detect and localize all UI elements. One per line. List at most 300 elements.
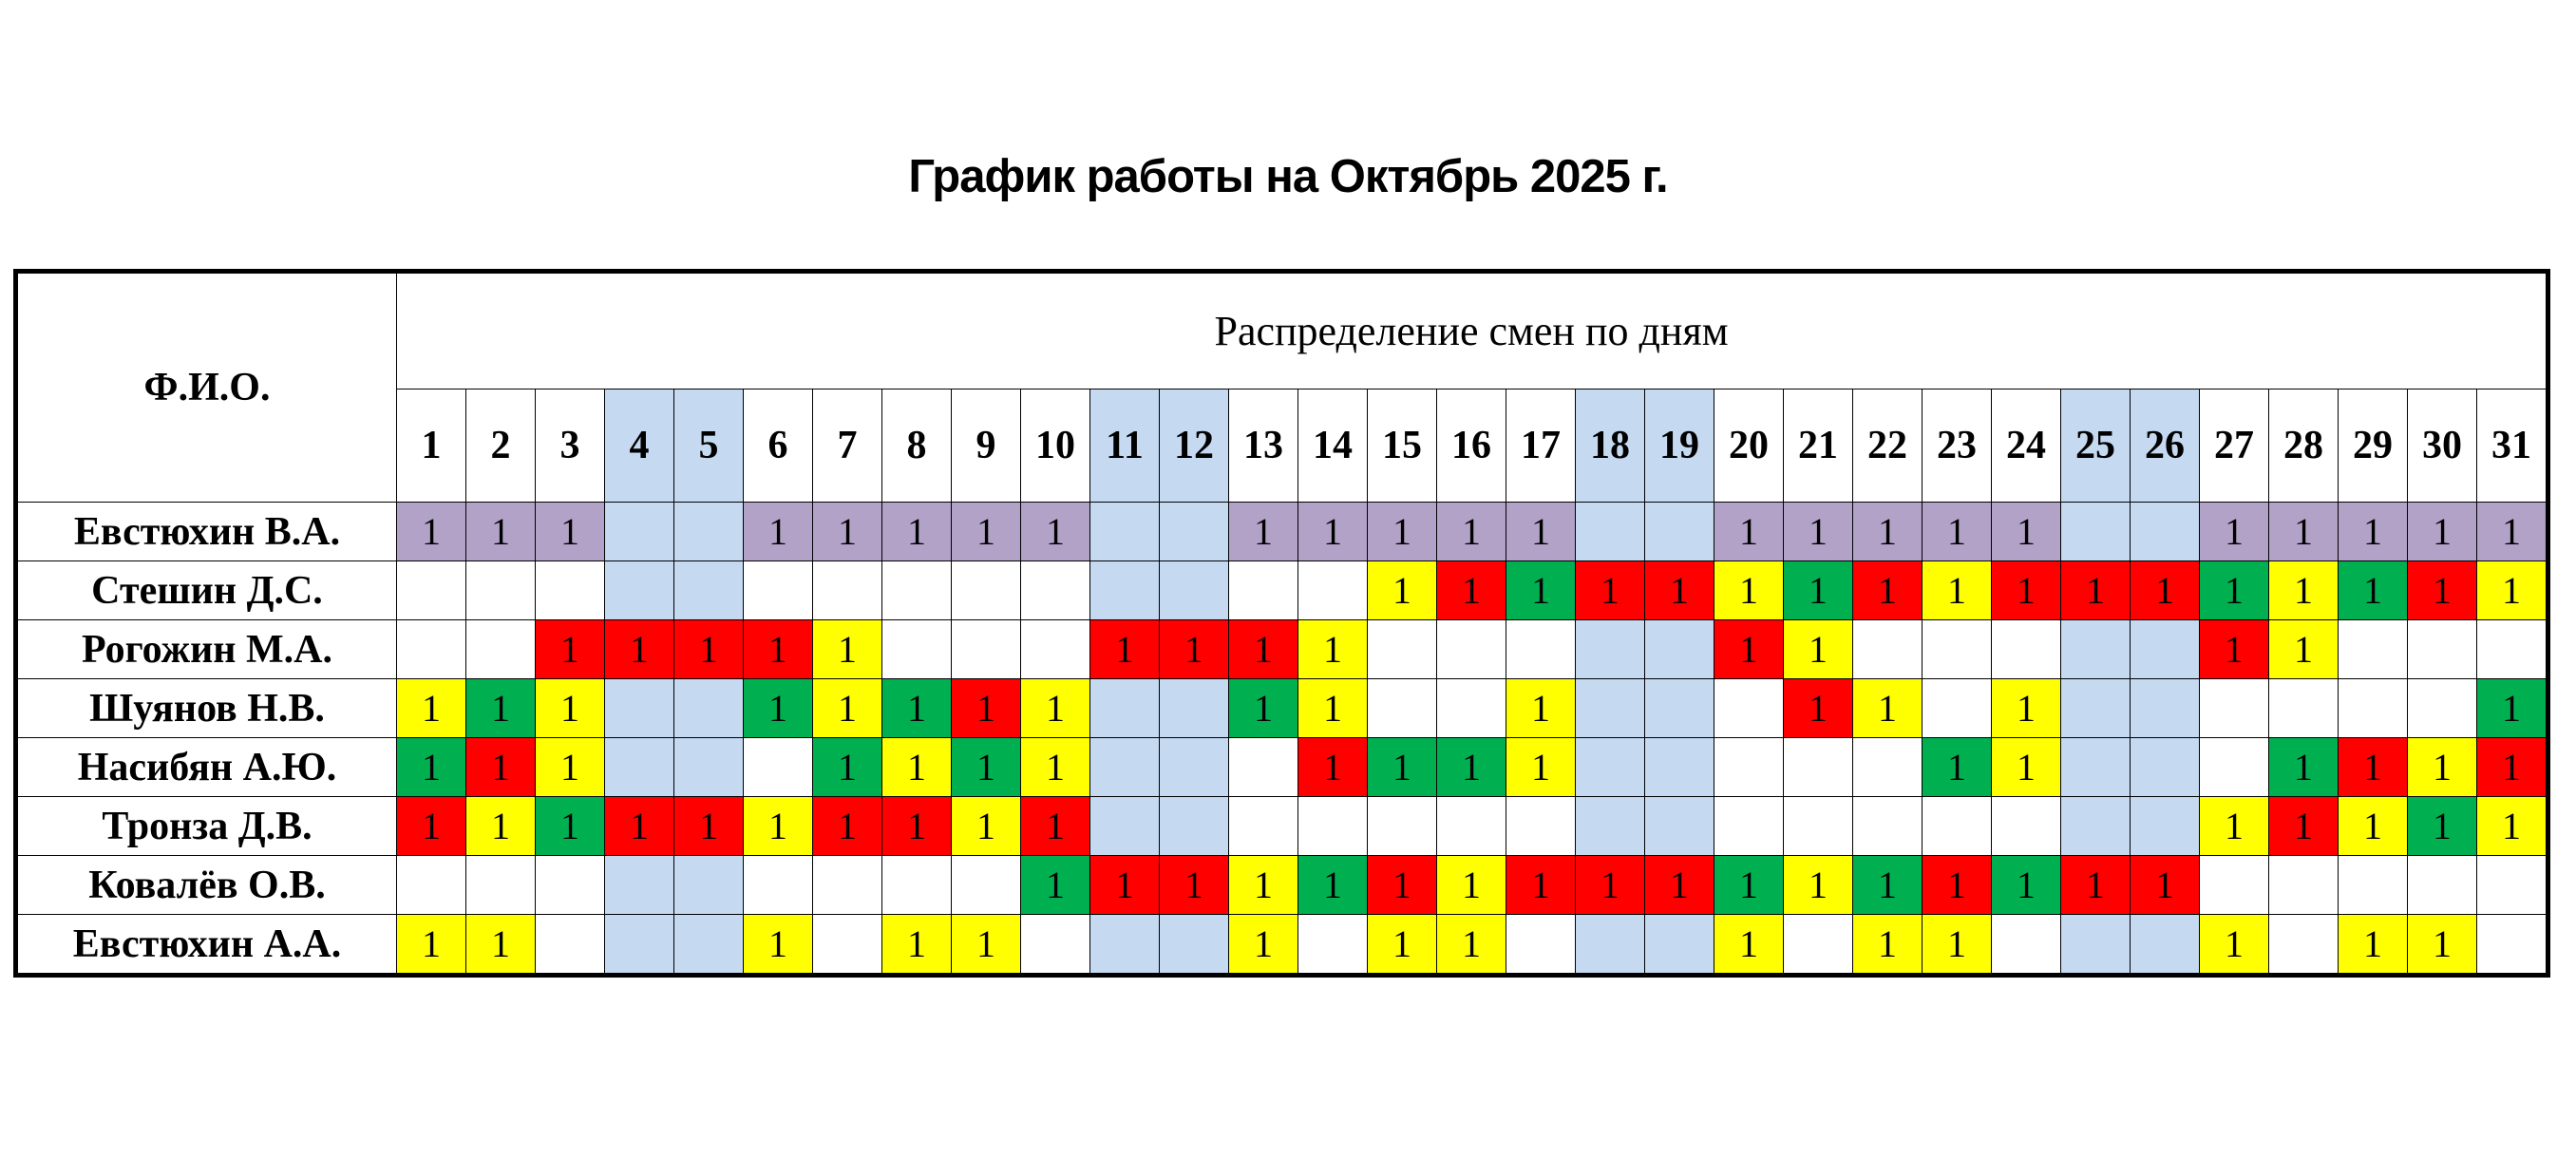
- shift-cell: [1923, 797, 1992, 856]
- shift-cell: [1714, 679, 1784, 738]
- shift-cell: 1: [2269, 503, 2339, 561]
- shift-cell: 1: [1298, 503, 1368, 561]
- shift-cell: [1368, 797, 1437, 856]
- shift-cell: 1: [1298, 856, 1368, 915]
- shift-cell: 1: [397, 679, 466, 738]
- shift-cell: [2269, 915, 2339, 976]
- day-header-20: 20: [1714, 390, 1784, 503]
- shift-cell: 1: [466, 679, 536, 738]
- shift-cell: [2131, 915, 2200, 976]
- shift-cell: 1: [1437, 738, 1506, 797]
- day-header-29: 29: [2339, 390, 2408, 503]
- shift-cell: 1: [882, 503, 952, 561]
- shift-cell: 1: [744, 915, 813, 976]
- day-header-6: 6: [744, 390, 813, 503]
- shift-cell: [1784, 915, 1853, 976]
- day-header-12: 12: [1160, 390, 1229, 503]
- day-header-19: 19: [1645, 390, 1714, 503]
- shift-cell: 1: [1992, 503, 2061, 561]
- shift-cell: 1: [2339, 738, 2408, 797]
- employee-name: Стешин Д.С.: [16, 561, 397, 620]
- shift-cell: 1: [1576, 561, 1645, 620]
- shift-cell: 1: [882, 738, 952, 797]
- shift-cell: 1: [536, 620, 605, 679]
- shift-cell: 1: [1021, 738, 1090, 797]
- shift-cell: 1: [466, 797, 536, 856]
- shift-cell: [1853, 620, 1923, 679]
- shift-cell: 1: [1714, 620, 1784, 679]
- shift-cell: [1298, 915, 1368, 976]
- shift-cell: [605, 679, 674, 738]
- shift-cell: [2339, 679, 2408, 738]
- day-header-17: 17: [1506, 390, 1576, 503]
- shift-cell: 1: [2477, 679, 2548, 738]
- shift-cell: [1090, 738, 1160, 797]
- day-header-11: 11: [1090, 390, 1160, 503]
- shift-cell: [2061, 915, 2131, 976]
- shift-cell: 1: [1714, 915, 1784, 976]
- shift-cell: 1: [882, 679, 952, 738]
- shift-cell: [1506, 797, 1576, 856]
- shift-cell: 1: [2408, 738, 2477, 797]
- day-header-18: 18: [1576, 390, 1645, 503]
- shift-cell: [882, 856, 952, 915]
- shift-cell: 1: [1992, 856, 2061, 915]
- shift-cell: 1: [397, 915, 466, 976]
- shift-cell: 1: [1298, 679, 1368, 738]
- day-header-10: 10: [1021, 390, 1090, 503]
- shift-cell: [1298, 561, 1368, 620]
- shift-cell: [1576, 620, 1645, 679]
- day-header-24: 24: [1992, 390, 2061, 503]
- shift-cell: [744, 561, 813, 620]
- shift-cell: 1: [2477, 503, 2548, 561]
- shift-cell: 1: [1645, 856, 1714, 915]
- shift-cell: [2477, 620, 2548, 679]
- distribution-header: Распределение смен по дням: [397, 272, 2548, 390]
- shift-cell: [605, 856, 674, 915]
- shift-cell: 1: [1784, 856, 1853, 915]
- shift-cell: [2269, 856, 2339, 915]
- shift-cell: 1: [2269, 620, 2339, 679]
- shift-cell: 1: [2131, 561, 2200, 620]
- shift-cell: 1: [2408, 797, 2477, 856]
- shift-cell: [1784, 797, 1853, 856]
- shift-cell: 1: [1923, 856, 1992, 915]
- shift-cell: [952, 856, 1021, 915]
- employee-name: Ковалёв О.В.: [16, 856, 397, 915]
- shift-cell: [2131, 620, 2200, 679]
- shift-cell: 1: [744, 620, 813, 679]
- shift-cell: [1437, 797, 1506, 856]
- shift-cell: 1: [674, 797, 744, 856]
- shift-cell: 1: [1853, 679, 1923, 738]
- shift-cell: 1: [2269, 738, 2339, 797]
- shift-cell: 1: [1784, 503, 1853, 561]
- shift-cell: [1368, 679, 1437, 738]
- employee-name: Тронза Д.В.: [16, 797, 397, 856]
- shift-cell: [1437, 679, 1506, 738]
- shift-cell: 1: [813, 620, 882, 679]
- shift-cell: 1: [1714, 503, 1784, 561]
- employee-name: Евстюхин А.А.: [16, 915, 397, 976]
- shift-cell: 1: [882, 797, 952, 856]
- table-row: [16, 620, 2548, 679]
- shift-cell: [466, 856, 536, 915]
- shift-cell: [1645, 738, 1714, 797]
- employee-name: Евстюхин В.А.: [16, 503, 397, 561]
- shift-cell: 1: [1784, 620, 1853, 679]
- shift-cell: 1: [882, 915, 952, 976]
- shift-cell: [2131, 503, 2200, 561]
- shift-cell: 1: [1784, 561, 1853, 620]
- shift-cell: [2200, 679, 2269, 738]
- day-header-28: 28: [2269, 390, 2339, 503]
- shift-cell: [674, 561, 744, 620]
- shift-cell: 1: [1437, 915, 1506, 976]
- shift-cell: 1: [1853, 503, 1923, 561]
- shift-cell: 1: [2269, 561, 2339, 620]
- shift-cell: [1021, 915, 1090, 976]
- shift-cell: [813, 915, 882, 976]
- schedule-table: [13, 269, 2550, 978]
- shift-cell: 1: [1229, 503, 1298, 561]
- shift-cell: 1: [1229, 915, 1298, 976]
- shift-cell: [466, 620, 536, 679]
- shift-cell: 1: [1506, 856, 1576, 915]
- shift-cell: [813, 856, 882, 915]
- shift-cell: [744, 856, 813, 915]
- shift-cell: [2477, 915, 2548, 976]
- day-header-14: 14: [1298, 390, 1368, 503]
- schedule-body: [16, 503, 2548, 976]
- shift-cell: [466, 561, 536, 620]
- shift-cell: [1645, 797, 1714, 856]
- shift-cell: 1: [813, 503, 882, 561]
- day-header-21: 21: [1784, 390, 1853, 503]
- shift-cell: 1: [2339, 503, 2408, 561]
- shift-cell: 1: [2200, 561, 2269, 620]
- shift-cell: 1: [1714, 856, 1784, 915]
- shift-cell: [1160, 679, 1229, 738]
- day-header-31: 31: [2477, 390, 2548, 503]
- shift-cell: [1992, 915, 2061, 976]
- shift-cell: 1: [605, 797, 674, 856]
- shift-cell: 1: [1506, 503, 1576, 561]
- day-header-16: 16: [1437, 390, 1506, 503]
- shift-cell: [2131, 679, 2200, 738]
- shift-cell: [1229, 738, 1298, 797]
- shift-cell: 1: [536, 797, 605, 856]
- shift-cell: [1645, 679, 1714, 738]
- shift-cell: [1714, 797, 1784, 856]
- table-row: [16, 679, 2548, 738]
- shift-cell: [2131, 738, 2200, 797]
- shift-cell: [1645, 503, 1714, 561]
- shift-cell: 1: [1784, 679, 1853, 738]
- shift-cell: 1: [1923, 915, 1992, 976]
- shift-cell: 1: [536, 679, 605, 738]
- header-row-top: [16, 272, 2548, 390]
- shift-cell: 1: [2131, 856, 2200, 915]
- day-header-1: 1: [397, 390, 466, 503]
- shift-cell: [1645, 915, 1714, 976]
- shift-cell: [1160, 738, 1229, 797]
- shift-cell: 1: [2408, 915, 2477, 976]
- shift-cell: [2061, 503, 2131, 561]
- shift-cell: 1: [536, 503, 605, 561]
- shift-cell: [1506, 915, 1576, 976]
- shift-cell: 1: [1437, 503, 1506, 561]
- table-row: [16, 856, 2548, 915]
- shift-cell: [1853, 738, 1923, 797]
- shift-cell: 1: [1853, 915, 1923, 976]
- employee-name: Рогожин М.А.: [16, 620, 397, 679]
- shift-cell: 1: [466, 503, 536, 561]
- shift-cell: [1160, 503, 1229, 561]
- shift-cell: 1: [1021, 503, 1090, 561]
- shift-cell: [674, 915, 744, 976]
- shift-cell: 1: [2408, 503, 2477, 561]
- shift-cell: 1: [1437, 856, 1506, 915]
- shift-cell: 1: [1021, 797, 1090, 856]
- shift-cell: 1: [397, 797, 466, 856]
- shift-cell: 1: [1229, 620, 1298, 679]
- day-header-30: 30: [2408, 390, 2477, 503]
- shift-cell: 1: [1992, 561, 2061, 620]
- day-header-27: 27: [2200, 390, 2269, 503]
- table-row: [16, 738, 2548, 797]
- shift-cell: [1923, 679, 1992, 738]
- shift-cell: [1368, 620, 1437, 679]
- shift-cell: [1576, 797, 1645, 856]
- shift-cell: [536, 561, 605, 620]
- day-header-26: 26: [2131, 390, 2200, 503]
- shift-cell: 1: [397, 738, 466, 797]
- shift-cell: 1: [2269, 797, 2339, 856]
- day-header-15: 15: [1368, 390, 1437, 503]
- shift-cell: 1: [1021, 679, 1090, 738]
- shift-cell: 1: [1368, 915, 1437, 976]
- shift-cell: [605, 915, 674, 976]
- page-title: График работы на Октябрь 2025 г.: [908, 151, 1668, 202]
- shift-cell: 1: [1853, 856, 1923, 915]
- shift-cell: 1: [674, 620, 744, 679]
- day-header-13: 13: [1229, 390, 1298, 503]
- shift-cell: [605, 503, 674, 561]
- employee-name: Насибян А.Ю.: [16, 738, 397, 797]
- shift-cell: [2408, 856, 2477, 915]
- day-header-4: 4: [605, 390, 674, 503]
- shift-cell: 1: [1576, 856, 1645, 915]
- shift-cell: [2061, 620, 2131, 679]
- shift-cell: [674, 738, 744, 797]
- day-header-22: 22: [1853, 390, 1923, 503]
- shift-cell: 1: [952, 797, 1021, 856]
- shift-cell: 1: [605, 620, 674, 679]
- shift-cell: 1: [952, 915, 1021, 976]
- shift-cell: 1: [2200, 915, 2269, 976]
- shift-cell: 1: [1368, 856, 1437, 915]
- table-row: [16, 561, 2548, 620]
- shift-cell: [1229, 561, 1298, 620]
- shift-cell: 1: [2200, 503, 2269, 561]
- shift-cell: [1784, 738, 1853, 797]
- day-header-8: 8: [882, 390, 952, 503]
- shift-cell: 1: [1298, 620, 1368, 679]
- shift-cell: [2477, 856, 2548, 915]
- shift-cell: [536, 915, 605, 976]
- shift-cell: 1: [1160, 620, 1229, 679]
- shift-cell: 1: [1645, 561, 1714, 620]
- employee-name: Шуянов Н.В.: [16, 679, 397, 738]
- shift-cell: 1: [1506, 561, 1576, 620]
- shift-cell: 1: [952, 738, 1021, 797]
- shift-cell: 1: [2061, 561, 2131, 620]
- table-row: [16, 503, 2548, 561]
- shift-cell: [1853, 797, 1923, 856]
- shift-cell: [1576, 915, 1645, 976]
- shift-cell: [1645, 620, 1714, 679]
- shift-cell: 1: [744, 797, 813, 856]
- day-header-3: 3: [536, 390, 605, 503]
- shift-cell: [1576, 503, 1645, 561]
- shift-cell: 1: [1021, 856, 1090, 915]
- shift-cell: [2061, 797, 2131, 856]
- day-header-7: 7: [813, 390, 882, 503]
- shift-cell: [1090, 503, 1160, 561]
- shift-cell: 1: [2477, 561, 2548, 620]
- shift-cell: 1: [1298, 738, 1368, 797]
- shift-cell: [1090, 797, 1160, 856]
- shift-cell: 1: [536, 738, 605, 797]
- shift-cell: [952, 561, 1021, 620]
- shift-cell: 1: [952, 503, 1021, 561]
- shift-cell: [1160, 915, 1229, 976]
- shift-cell: [952, 620, 1021, 679]
- shift-cell: 1: [1506, 738, 1576, 797]
- shift-cell: [397, 856, 466, 915]
- shift-cell: [397, 620, 466, 679]
- shift-cell: 1: [2200, 797, 2269, 856]
- shift-cell: 1: [813, 679, 882, 738]
- shift-cell: [2200, 738, 2269, 797]
- shift-cell: [882, 620, 952, 679]
- shift-cell: [2408, 679, 2477, 738]
- shift-cell: 1: [813, 797, 882, 856]
- shift-cell: 1: [1506, 679, 1576, 738]
- shift-cell: [1021, 620, 1090, 679]
- shift-cell: [1090, 679, 1160, 738]
- shift-cell: 1: [952, 679, 1021, 738]
- shift-cell: 1: [1923, 738, 1992, 797]
- shift-cell: [1021, 561, 1090, 620]
- shift-cell: [1090, 561, 1160, 620]
- table-row: [16, 915, 2548, 976]
- shift-cell: 1: [2200, 620, 2269, 679]
- shift-cell: 1: [1437, 561, 1506, 620]
- table-row: [16, 797, 2548, 856]
- shift-cell: [605, 561, 674, 620]
- shift-cell: [1160, 797, 1229, 856]
- shift-cell: [1298, 797, 1368, 856]
- shift-cell: 1: [1992, 738, 2061, 797]
- day-header-23: 23: [1923, 390, 1992, 503]
- shift-cell: [1437, 620, 1506, 679]
- shift-cell: [2061, 679, 2131, 738]
- shift-cell: [1992, 620, 2061, 679]
- shift-cell: [2339, 856, 2408, 915]
- shift-cell: 1: [2339, 915, 2408, 976]
- shift-cell: [397, 561, 466, 620]
- shift-cell: 1: [744, 503, 813, 561]
- shift-cell: [1714, 738, 1784, 797]
- shift-cell: [605, 738, 674, 797]
- shift-cell: [2131, 797, 2200, 856]
- fio-header: Ф.И.О.: [16, 272, 397, 503]
- shift-cell: [882, 561, 952, 620]
- shift-cell: [2061, 738, 2131, 797]
- day-header-5: 5: [674, 390, 744, 503]
- shift-cell: 1: [1368, 503, 1437, 561]
- shift-cell: [674, 503, 744, 561]
- shift-cell: [1576, 679, 1645, 738]
- shift-cell: [1506, 620, 1576, 679]
- shift-cell: [2200, 856, 2269, 915]
- shift-cell: [674, 679, 744, 738]
- shift-cell: [1923, 620, 1992, 679]
- shift-cell: 1: [397, 503, 466, 561]
- shift-cell: 1: [1368, 738, 1437, 797]
- shift-cell: 1: [1853, 561, 1923, 620]
- shift-cell: 1: [1160, 856, 1229, 915]
- shift-cell: 1: [466, 738, 536, 797]
- shift-cell: [1992, 797, 2061, 856]
- shift-cell: [1160, 561, 1229, 620]
- day-header-2: 2: [466, 390, 536, 503]
- shift-cell: 1: [1229, 679, 1298, 738]
- shift-cell: 1: [466, 915, 536, 976]
- shift-cell: 1: [2061, 856, 2131, 915]
- shift-cell: 1: [2477, 738, 2548, 797]
- shift-cell: 1: [1368, 561, 1437, 620]
- shift-cell: 1: [1090, 856, 1160, 915]
- shift-cell: [744, 738, 813, 797]
- shift-cell: [1229, 797, 1298, 856]
- shift-cell: [813, 561, 882, 620]
- shift-cell: 1: [2408, 561, 2477, 620]
- day-header-25: 25: [2061, 390, 2131, 503]
- shift-cell: 1: [1992, 679, 2061, 738]
- shift-cell: [2408, 620, 2477, 679]
- shift-cell: 1: [1714, 561, 1784, 620]
- shift-cell: 1: [1090, 620, 1160, 679]
- shift-cell: 1: [744, 679, 813, 738]
- shift-cell: [674, 856, 744, 915]
- shift-cell: [1090, 915, 1160, 976]
- shift-cell: 1: [813, 738, 882, 797]
- shift-cell: 1: [2477, 797, 2548, 856]
- shift-cell: [536, 856, 605, 915]
- shift-cell: [2339, 620, 2408, 679]
- shift-cell: 1: [1923, 503, 1992, 561]
- shift-cell: 1: [2339, 797, 2408, 856]
- shift-cell: 1: [1923, 561, 1992, 620]
- shift-cell: 1: [2339, 561, 2408, 620]
- shift-cell: [1576, 738, 1645, 797]
- shift-cell: 1: [1229, 856, 1298, 915]
- day-header-9: 9: [952, 390, 1021, 503]
